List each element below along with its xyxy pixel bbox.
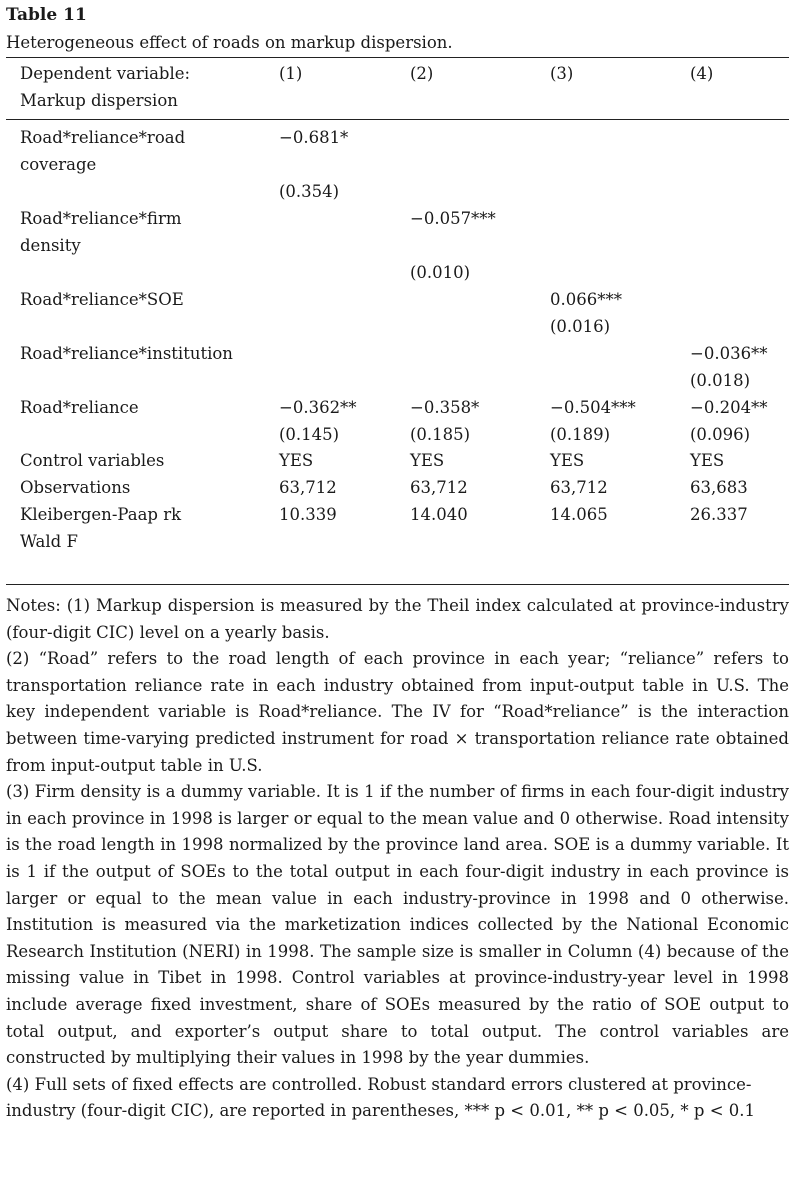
column-header-3: (3) — [550, 64, 574, 83]
top-rule — [6, 57, 789, 58]
observations-4: 63,683 — [690, 478, 748, 497]
row-label-firm-density-line1: Road*reliance*firm — [20, 209, 182, 228]
header-row-label-line2: Markup dispersion — [20, 91, 178, 110]
se-road-reliance-2: (0.185) — [410, 425, 471, 444]
bottom-rule — [6, 584, 789, 585]
coef-road-coverage: −0.681* — [279, 128, 349, 147]
se-road-reliance-3: (0.189) — [550, 425, 611, 444]
observations-3: 63,712 — [550, 478, 608, 497]
controls-4: YES — [690, 451, 725, 470]
row-label-firm-density-line2: density — [20, 236, 81, 255]
kp-2: 14.040 — [410, 505, 468, 524]
se-institution: (0.018) — [690, 371, 751, 390]
header-row-label-line1: Dependent variable: — [20, 64, 191, 83]
kp-3: 14.065 — [550, 505, 608, 524]
note-4: (4) Full sets of fixed effects are controlled. Robust standard errors clustered at province-industry (four-digit CIC), are reported in parentheses, *** p < 0.01, ** p < 0.05, * p < 0.1 — [6, 1074, 756, 1121]
controls-2: YES — [410, 451, 445, 470]
coef-institution: −0.036** — [690, 344, 768, 363]
column-header-2: (2) — [410, 64, 434, 83]
row-label-soe: Road*reliance*SOE — [20, 290, 184, 309]
row-label-road-coverage-line2: coverage — [20, 155, 97, 174]
note-2: (2) “Road” refers to the road length of each province in each year; “reliance” refers to transportation reliance rate in each industry obtained from input-output table in U.S. The key independent variable is Road*reliance. The IV for “Road*reliance” is the interaction between time-varying predicted instrument for road × transportation reliance rate obtained from input-output table in U.S. — [6, 649, 789, 775]
controls-3: YES — [550, 451, 585, 470]
column-header-4: (4) — [690, 64, 714, 83]
row-label-institution: Road*reliance*institution — [20, 344, 233, 363]
se-firm-density: (0.010) — [410, 263, 471, 282]
row-label-road-coverage-line1: Road*reliance*road — [20, 128, 186, 147]
table-title: Table 11 — [6, 5, 87, 25]
table-caption: Heterogeneous effect of roads on markup dispersion. — [6, 33, 453, 52]
observations-1: 63,712 — [279, 478, 337, 497]
coef-road-reliance-4: −0.204** — [690, 398, 768, 417]
note-1: Notes: (1) Markup dispersion is measured by the Theil index calculated at province-industry (four-digit CIC) level on a yearly basis. — [6, 596, 789, 642]
row-label-road-reliance: Road*reliance — [20, 398, 139, 417]
note-3: (3) Firm density is a dummy variable. It is 1 if the number of firms in each four-digit industry in each province in 1998 is larger or equal to the mean value and 0 otherwise. Road intensity is the road length in 1998 normalized by the province land area. SOE is a dummy variable. It is 1 if the output of SOEs to the total output in each four-digit industry in each province is larger or equal to the mean value in each industry-province in 1998 and 0 otherwise. Institution is measured via the marketization indices collected by the National Economic Research Institution (NERI) in 1998. The sample size is smaller in Column (4) because of the missing value in Tibet in 1998. Control variables at province-industry-year level in 1998 include average fixed investment, share of SOEs measured by the ratio of SOE output to total output, and exporter’s output share to total output. The control variables are constructed by multiplying their values in 1998 by the year dummies. — [6, 782, 789, 1068]
kp-1: 10.339 — [279, 505, 337, 524]
kp-4: 26.337 — [690, 505, 748, 524]
row-label-kp-line2: Wald F — [20, 532, 78, 551]
coef-road-reliance-1: −0.362** — [279, 398, 357, 417]
header-rule — [6, 119, 789, 120]
row-label-kp-line1: Kleibergen-Paap rk — [20, 505, 182, 524]
se-soe: (0.016) — [550, 317, 611, 336]
column-header-1: (1) — [279, 64, 303, 83]
coef-firm-density: −0.057*** — [410, 209, 496, 228]
coef-road-reliance-3: −0.504*** — [550, 398, 636, 417]
row-label-controls: Control variables — [20, 451, 165, 470]
se-road-reliance-4: (0.096) — [690, 425, 751, 444]
observations-2: 63,712 — [410, 478, 468, 497]
coef-road-reliance-2: −0.358* — [410, 398, 480, 417]
coef-soe: 0.066*** — [550, 290, 622, 309]
se-road-coverage: (0.354) — [279, 182, 340, 201]
table-notes — [6, 593, 789, 1125]
controls-1: YES — [279, 451, 314, 470]
se-road-reliance-1: (0.145) — [279, 425, 340, 444]
row-label-observations: Observations — [20, 478, 131, 497]
